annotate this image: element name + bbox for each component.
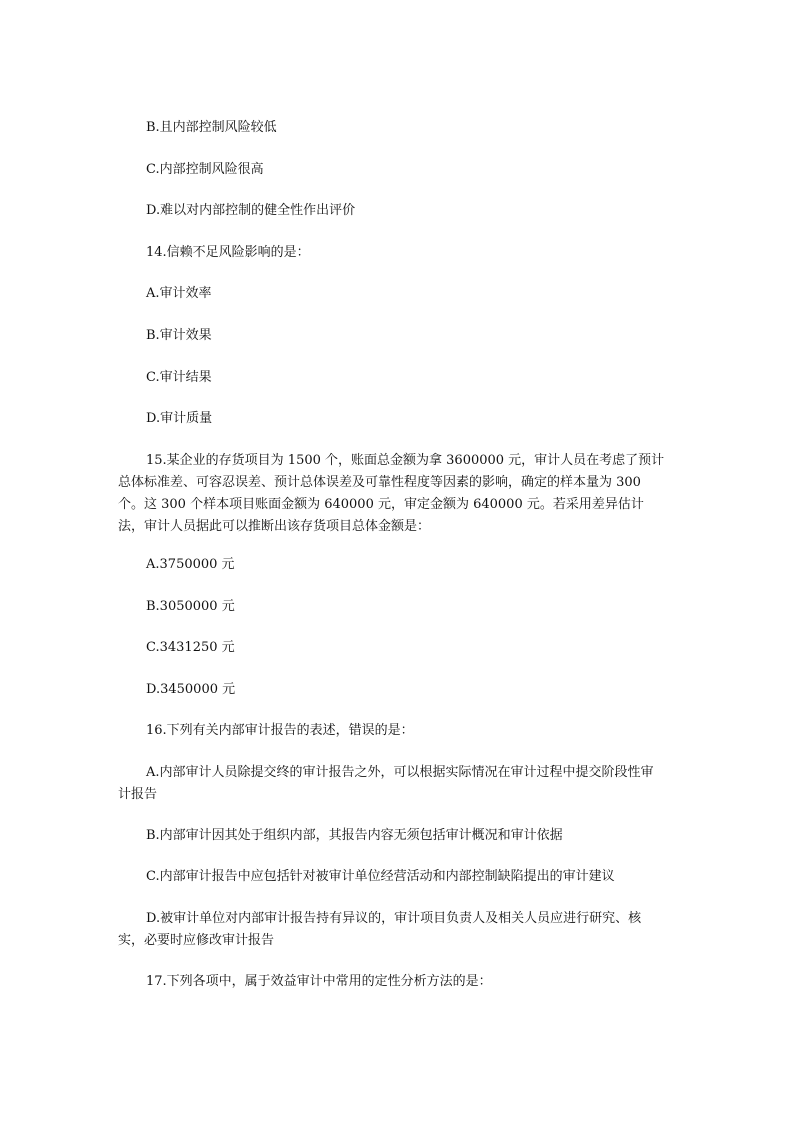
q13-option-b: B.且内部控制风险较低 [146,120,277,135]
q15-option-a: A.3750000 元 [146,557,235,572]
q15-option-b: B.3050000 元 [146,599,235,614]
q14-stem: 14.信赖不足风险影响的是： [146,245,310,260]
q14-option-b: B.审计效果 [146,328,212,343]
q15-option-d: D.3450000 元 [146,682,236,697]
q14-option-d: D.审计质量 [146,411,213,426]
q13-option-d: D.难以对内部控制的健全性作出评价 [146,203,356,218]
q16-option-c: C.内部审计报告中应包括针对被审计单位经营活动和内部控制缺陷提出的审计建议 [146,869,615,884]
q15-stem: 15.某企业的存货项目为 1500 个，账面总金额为拿 3600000 元，审计人员在考虑了预计总体标准差、可容忍误差、预计总体误差及可靠性程度等因素的影响，确定的样本量为 300 个。这 300 个样本项目账面金额为 640000 元，审定金额为 640000 元。若采用差异估计法，审计人员据此可以推断出该存货项目总体金额是： [118,453,665,534]
q16-stem: 16.下列有关内部审计报告的表述，错误的是： [146,723,414,738]
q17-stem: 17.下列各项中，属于效益审计中常用的定性分析方法的是： [146,974,492,989]
q16-option-d: D.被审计单位对内部审计报告持有异议的，审计项目负责人及相关人员应进行研究、核实，必要时应修改审计报告 [118,911,642,948]
q16-option-a: A.内部审计人员除提交终的审计报告之外，可以根据实际情况在审计过程中提交阶段性审计报告 [118,765,654,802]
q16-option-b: B.内部审计因其处于组织内部，其报告内容无须包括审计概况和审计依据 [146,828,563,843]
q15-option-c: C.3431250 元 [146,640,235,655]
q14-option-c: C.审计结果 [146,370,212,385]
q13-option-c: C.内部控制风险很高 [146,162,264,177]
q14-option-a: A.审计效率 [146,286,212,301]
